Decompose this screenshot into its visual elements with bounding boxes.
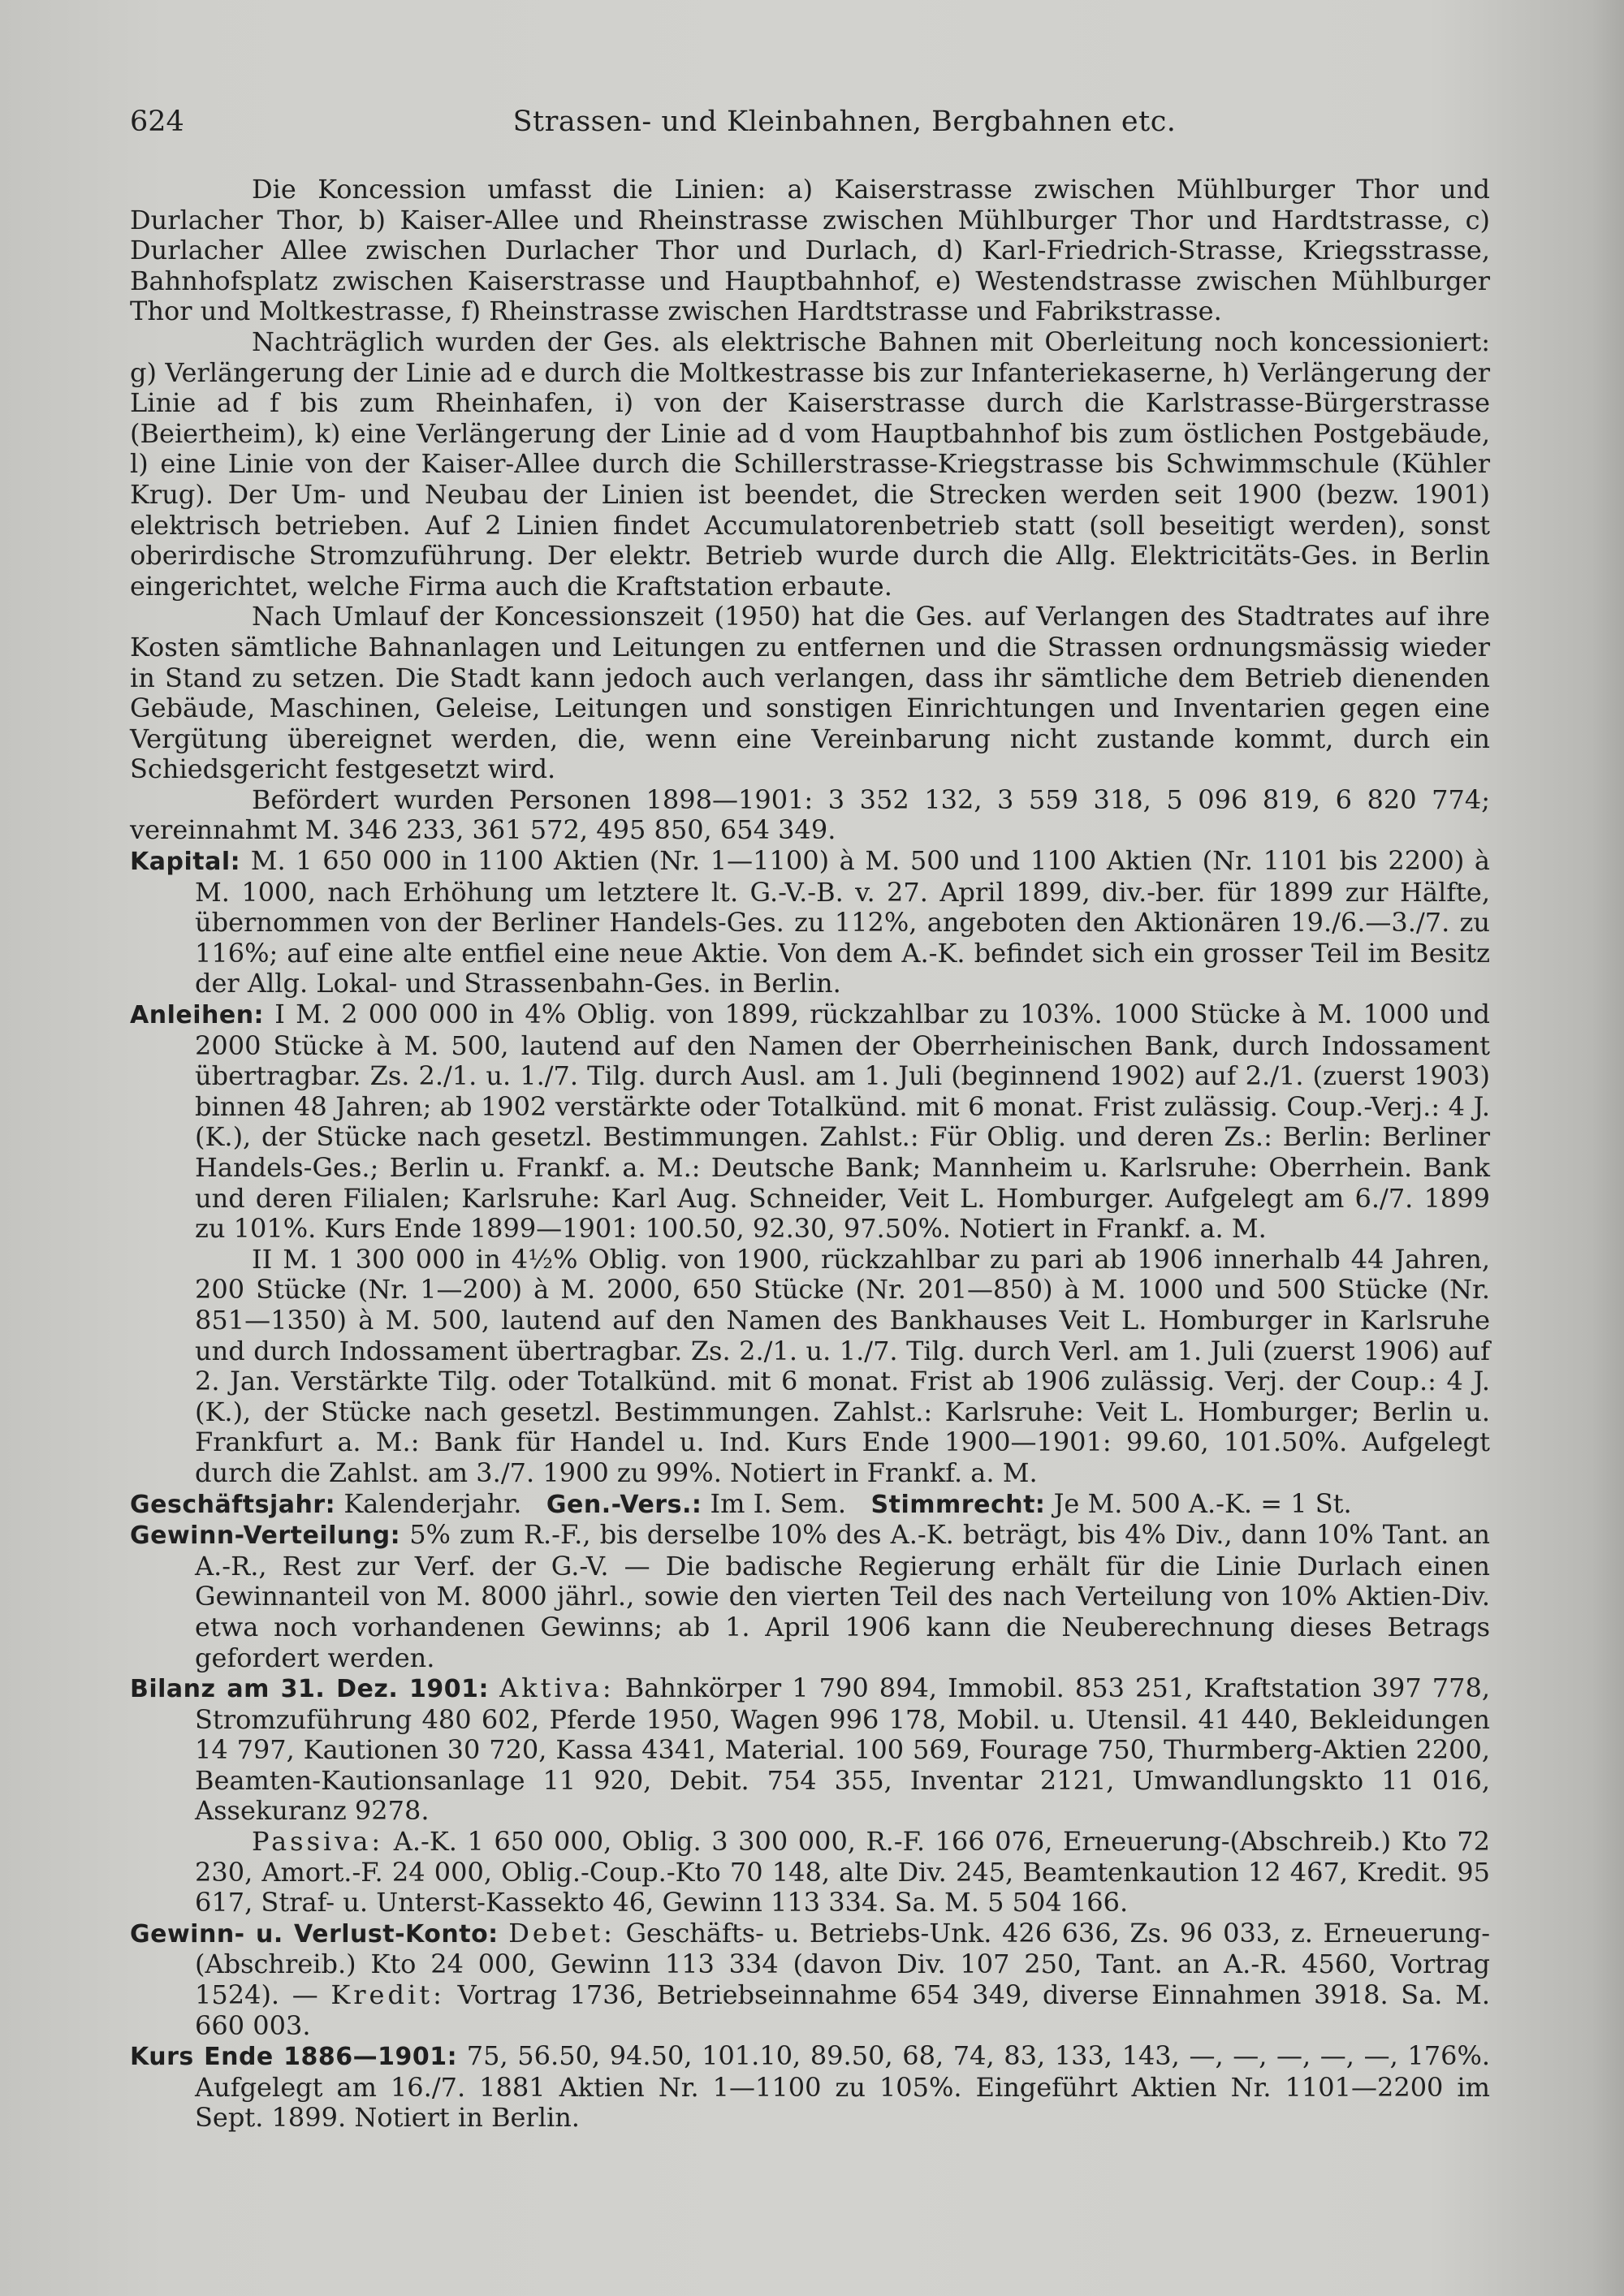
- anleihen-text: I M. 2 000 000 in 4% Oblig. von 1899, rückzahlbar zu 103%. 1000 Stücke à M. 1000 und 2000 Stücke à M. 500, lautend auf den Namen der Oberrheinischen Bank, durch Indossament übertragbar. Zs. 2./1. u. 1./7. Tilg. durch Ausl. am 1. Juli (beginnend 1902) auf 2./1. (zuerst 1903) binnen 48 Jahren; ab 1902 verstärkte oder Totalkünd. mit 6 monat. Frist zulässig. Coup.-Verj.: 4 J. (K.), der Stücke nach gesetzl. Bestimmungen. Zahlst.: Für Oblig. und deren Zs.: Berlin: Berliner Handels-Ges.; Berlin u. Frankf. a. M.: Deutsche Bank; Mannheim u. Karlsruhe: Oberrhein. Bank und deren Filialen; Karlsruhe: Karl Aug. Schneider, Veit L. Homburger. Aufgelegt am 6./7. 1899 zu 101%. Kurs Ende 1899—1901: 100.50, 92.30, 97.50%. Notiert in Frankf. a. M.: [195, 999, 1491, 1245]
- section-kurs: [130, 2041, 1490, 2134]
- debet-text: Geschäfts- u. Betriebs-Unk. 426 636, Zs. 96 033, z. Erneuerung-(Abschreib.) Kto 24 000, Gewinn 113 334 (davon Div. 107 250, Tant. an A.-R. 4560, Vortrag 1524). —: [195, 1917, 1491, 2011]
- section-anleihen: [130, 999, 1490, 1245]
- section-gewinn-verlust: [130, 1918, 1490, 2041]
- page-number: 624: [130, 106, 184, 138]
- aktiva-label: Aktiva:: [499, 1672, 615, 1704]
- kredit-label: Kredit:: [330, 1979, 445, 2011]
- paragraph-umlauf: Nach Umlauf der Koncessionszeit (1950) hat die Ges. auf Verlangen des Stadtrates auf ihre Kosten sämtliche Bahnanlagen und Leitungen zu entfernen und die Strassen ordnungsmässig wieder in Stand zu setzen. Die Stadt kann jedoch auch verlangen, dass ihr sämtliche dem Betrieb dienenden Gebäude, Maschinen, Geleise, Leitungen und sonstigen Einrichtungen und Inventarien gegen eine Vergütung übereignet werden, die, wenn eine Vereinbarung nicht zustande kommt, durch ein Schiedsgericht festgesetzt wird.: [130, 601, 1490, 785]
- running-title: Strassen- und Kleinbahnen, Bergbahnen etc.: [512, 106, 1177, 138]
- section-bilanz: [130, 1673, 1490, 1827]
- passiva-label: Passiva:: [252, 1826, 384, 1858]
- page-body: [130, 175, 1490, 2134]
- section-geschaeftsjahr: [130, 1489, 1490, 1521]
- anleihen-label: Anleihen:: [130, 1001, 265, 1030]
- kurs-text: 75, 56.50, 94.50, 101.10, 89.50, 68, 74, 83, 133, 143, —, —, —, —, —, 176%. Aufgelegt am 16./7. 1881 Aktien Nr. 1—1100 zu 105%. Eingeführt Aktien Nr. 1101—2200 im Sept. 1899. Notiert in Berlin.: [195, 2040, 1491, 2134]
- gen-vers-text: Im I. Sem.: [710, 1487, 847, 1519]
- gen-vers-label: Gen.-Vers.:: [546, 1490, 702, 1519]
- debet-label: Debet:: [508, 1917, 615, 1949]
- stimmrecht-text: Je M. 500 A.-K. = 1 St.: [1053, 1487, 1352, 1519]
- bilanz-passiva: [130, 1827, 1490, 1918]
- kurs-label: Kurs Ende 1886—1901:: [130, 2043, 458, 2072]
- kapital-text: M. 1 650 000 in 1100 Aktien (Nr. 1—1100) à M. 500 und 1100 Aktien (Nr. 1101 bis 2200) à M. 1000, nach Erhöhung um letztere lt. G.-V.-B. v. 27. April 1899, div.-ber. für 1899 zur Hälfte, übernommen von der Berliner Handels-Ges. zu 112%, angeboten den Aktionären 19./6.—3./7. zu 116%; auf eine alte entfiel eine neue Aktie. Von dem A.-K. befindet sich ein grosser Teil im Besitz der Allg. Lokal- und Strassenbahn-Ges. in Berlin.: [195, 845, 1491, 999]
- geschaeftsjahr-text: Kalenderjahr.: [343, 1487, 522, 1519]
- kredit-text: Vortrag 1736, Betriebseinnahme 654 349, diverse Einnahmen 3918. Sa. M. 660 003.: [195, 1979, 1491, 2041]
- gewinn-verteilung-label: Gewinn-Verteilung:: [130, 1521, 401, 1551]
- kapital-label: Kapital:: [130, 848, 241, 877]
- stimmrecht-label: Stimmrecht:: [870, 1490, 1046, 1519]
- aktiva-text: Bahnkörper 1 790 894, Immobil. 853 251, Kraftstation 397 778, Stromzuführung 480 602, Pferde 1950, Wagen 996 178, Mobil. u. Utensil. 41 440, Bekleidungen 14 797, Kautionen 30 720, Kassa 4341, Material. 100 569, Fourage 750, Thurmberg-Aktien 2200, Beamten-Kautionsanlage 11 920, Debit. 754 355, Inventar 2121, Umwandlungskto 11 016, Assekuranz 9278.: [195, 1672, 1491, 1827]
- section-gewinn-verteilung: [130, 1520, 1490, 1673]
- anleihen-ii: II M. 1 300 000 in 4½% Oblig. von 1900, rückzahlbar zu pari ab 1906 innerhalb 44 Jahren, 200 Stücke (Nr. 1—200) à M. 2000, 650 Stücke (Nr. 201—850) à M. 1000 und 500 Stücke (Nr. 851—1350) à M. 500, lautend auf den Namen des Bankhauses Veit L. Homburger in Karlsruhe und durch Indossament übertragbar. Zs. 2./1. u. 1./7. Tilg. durch Verl. am 1. Juli (zuerst 1906) auf 2. Jan. Verstärkte Tilg. oder Totalkünd. mit 6 monat. Frist ab 1906 zulässig. Verj. der Coup.: 4 J. (K.), der Stücke nach gesetzl. Bestimmungen. Zahlst.: Karlsruhe: Veit L. Homburger; Berlin u. Frankfurt a. M.: Bank für Handel u. Ind. Kurs Ende 1900—1901: 99.60, 101.50%. Aufgelegt durch die Zahlst. am 3./7. 1900 zu 99%. Notiert in Frankf. a. M.: [195, 1243, 1490, 1488]
- gewinn-verteilung-text: 5% zum R.-F., bis derselbe 10% des A.-K. beträgt, bis 4% Div., dann 10% Tant. an A.-R., Rest zur Verf. der G.-V. — Die badische Regierung erhält für die Linie Durlach einen Gewinnanteil von M. 8000 jährl., sowie den vierten Teil des nach Verteilung von 10% Aktien-Div. etwa noch vorhandenen Gewinns; ab 1. April 1906 kann die Neuberechnung dieses Betrags gefordert werden.: [195, 1519, 1491, 1673]
- paragraph-nachtraeglich: Nachträglich wurden der Ges. als elektrische Bahnen mit Oberleitung noch koncessioniert: g) Verlängerung der Linie ad e durch die Moltkestrasse bis zur Infanteriekaserne, h) Verlängerung der Linie ad f bis zum Rheinhafen, i) von der Kaiserstrasse durch die Karlstrasse-Bürgerstrasse (Beiertheim), k) eine Verlängerung der Linie ad d vom Hauptbahnhof bis zum östlichen Postgebäude, l) eine Linie von der Kaiser-Allee durch die Schillerstrasse-Kriegstrasse bis Schwimmschule (Kühler Krug). Der Um- und Neubau der Linien ist beendet, die Strecken werden seit 1900 (bezw. 1901) elektrisch betrieben. Auf 2 Linien findet Accumulatorenbetrieb statt (soll beseitigt werden), sonst oberirdische Stromzuführung. Der elektr. Betrieb wurde durch die Allg. Elektricitäts-Ges. in Berlin eingerichtet, welche Firma auch die Kraftstation erbaute.: [130, 326, 1490, 602]
- bilanz-label: Bilanz am 31. Dez. 1901:: [130, 1675, 490, 1704]
- section-kapital: [130, 846, 1490, 999]
- geschaeftsjahr-label: Geschäftsjahr:: [130, 1490, 336, 1519]
- guv-label: Gewinn- u. Verlust-Konto:: [130, 1919, 499, 1949]
- passiva-text: A.-K. 1 650 000, Oblig. 3 300 000, R.-F. 166 076, Erneuerung-(Abschreib.) Kto 72 230, Amort.-F. 24 000, Oblig.-Coup.-Kto 70 148, alte Div. 245, Beamtenkaution 12 467, Kredit. 95 617, Straf- u. Unterst-Kassekto 46, Gewinn 113 334. Sa. M. 5 504 166.: [195, 1826, 1491, 1918]
- paragraph-befoerdert: Befördert wurden Personen 1898—1901: 3 352 132, 3 559 318, 5 096 819, 6 820 774; vereinnahmt M. 346 233, 361 572, 495 850, 654 349.: [130, 783, 1490, 846]
- page-header: [130, 97, 1559, 146]
- paragraph-koncession: Die Koncession umfasst die Linien: a) Kaiserstrasse zwischen Mühlburger Thor und Durlacher Thor, b) Kaiser-Allee und Rheinstrasse zwischen Mühlburger Thor und Hardtstrasse, c) Durlacher Allee zwischen Durlacher Thor und Durlach, d) Karl-Friedrich-Strasse, Kriegsstrasse, Bahnhofsplatz zwischen Kaiserstrasse und Hauptbahnhof, e) Westendstrasse zwischen Mühlburger Thor und Moltkestrasse, f) Rheinstrasse zwischen Hardtstrasse und Fabrikstrasse.: [130, 174, 1490, 327]
